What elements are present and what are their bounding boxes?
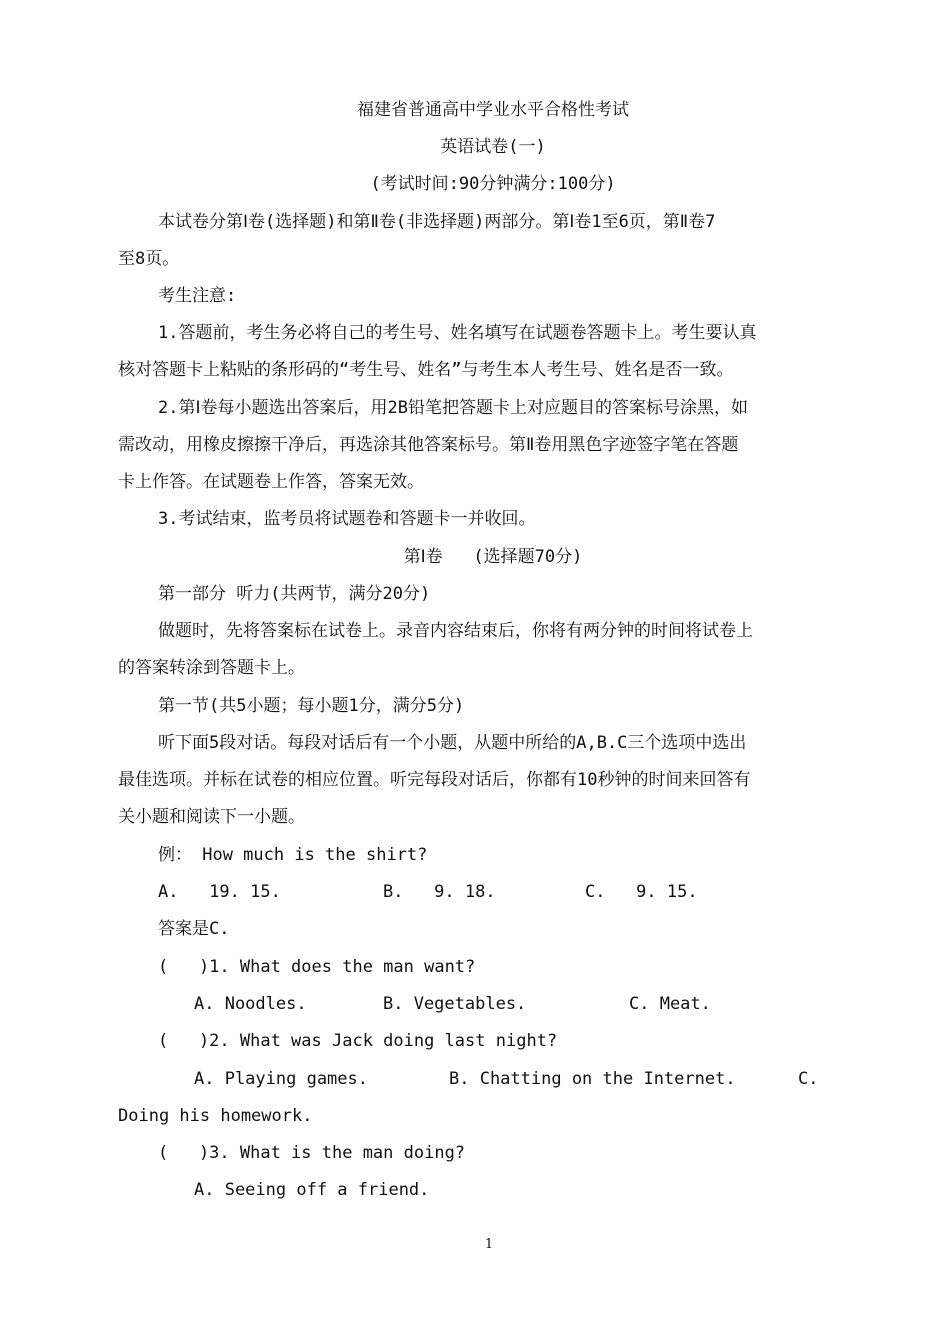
- notice-item-1-line-1: 1.答题前，考生务必将自己的考生号、姓名填写在试题卷答题卡上。考生要认真: [158, 323, 757, 343]
- question-3-option-a: A. Seeing off a friend.: [194, 1180, 430, 1200]
- section-1-heading: 第一节(共5小题；每小题1分，满分5分): [158, 696, 465, 716]
- notice-item-3: 3.考试结束，监考员将试题卷和答题卡一并收回。: [158, 509, 536, 529]
- question-2-stem: ( )2. What was Jack doing last night?: [158, 1031, 558, 1051]
- question-2-option-c: C.: [798, 1069, 819, 1089]
- example-question: 例： How much is the shirt?: [158, 845, 428, 865]
- example-answer: 答案是C.: [158, 919, 230, 939]
- section-1-instructions-line-3: 关小题和阅读下一小题。: [118, 807, 305, 827]
- notice-item-2-line-3: 卡上作答。在试题卷上作答，答案无效。: [118, 472, 424, 492]
- page-number: 1: [484, 1237, 494, 1252]
- question-2-option-b: B. Chatting on the Internet.: [449, 1069, 736, 1089]
- question-2-option-a: A. Playing games.: [194, 1069, 368, 1089]
- notice-item-1-line-2: 核对答题卡上粘贴的条形码的“考生号、姓名”与考生本人考生号、姓名是否一致。: [118, 360, 734, 380]
- part-1-instructions-line-2: 的答案转涂到答题卡上。: [118, 658, 305, 678]
- intro-line-1: 本试卷分第Ⅰ卷(选择题)和第Ⅱ卷(非选择题)两部分。第Ⅰ卷1至6页，第Ⅱ卷7: [158, 212, 716, 232]
- section-1-instructions-line-2: 最佳选项。并标在试卷的相应位置。听完每段对话后，你都有10秒钟的时间来回答有: [118, 770, 751, 790]
- exam-title: 福建省普通高中学业水平合格性考试: [357, 100, 629, 120]
- notice-heading: 考生注意:: [158, 286, 237, 306]
- question-3-stem: ( )3. What is the man doing?: [158, 1143, 466, 1163]
- notice-item-2-line-1: 2.第Ⅰ卷每小题选出答案后，用2B铅笔把答题卡上对应题目的答案标号涂黑，如: [158, 398, 748, 418]
- question-2-option-c-continued: Doing his homework.: [118, 1106, 313, 1126]
- question-1-stem: ( )1. What does the man want?: [158, 957, 476, 977]
- exam-subtitle: 英语试卷(一): [440, 137, 546, 157]
- intro-line-2: 至8页。: [118, 249, 180, 269]
- question-1-option-a: A. Noodles.: [194, 994, 307, 1014]
- section-1-instructions-line-1: 听下面5段对话。每段对话后有一个小题，从题中所给的A,B.C三个选项中选出: [158, 733, 747, 753]
- part-1-instructions-line-1: 做题时，先将答案标在试卷上。录音内容结束后，你将有两分钟的时间将试卷上: [158, 621, 753, 641]
- question-1-option-c: C. Meat.: [629, 994, 711, 1014]
- notice-item-2-line-2: 需改动，用橡皮擦擦干净后，再选涂其他答案标号。第Ⅱ卷用黑色字迹签字笔在答题: [118, 435, 739, 455]
- volume-1-heading: 第Ⅰ卷 (选择题70分): [403, 547, 583, 567]
- exam-info: (考试时间:90分钟满分:100分): [370, 174, 616, 194]
- example-option-b: B. 9. 18.: [383, 882, 496, 902]
- example-option-c: C. 9. 15.: [585, 882, 698, 902]
- part-1-heading: 第一部分 听力(共两节，满分20分): [158, 584, 431, 604]
- question-1-option-b: B. Vegetables.: [383, 994, 527, 1014]
- example-option-a: A. 19. 15.: [158, 882, 281, 902]
